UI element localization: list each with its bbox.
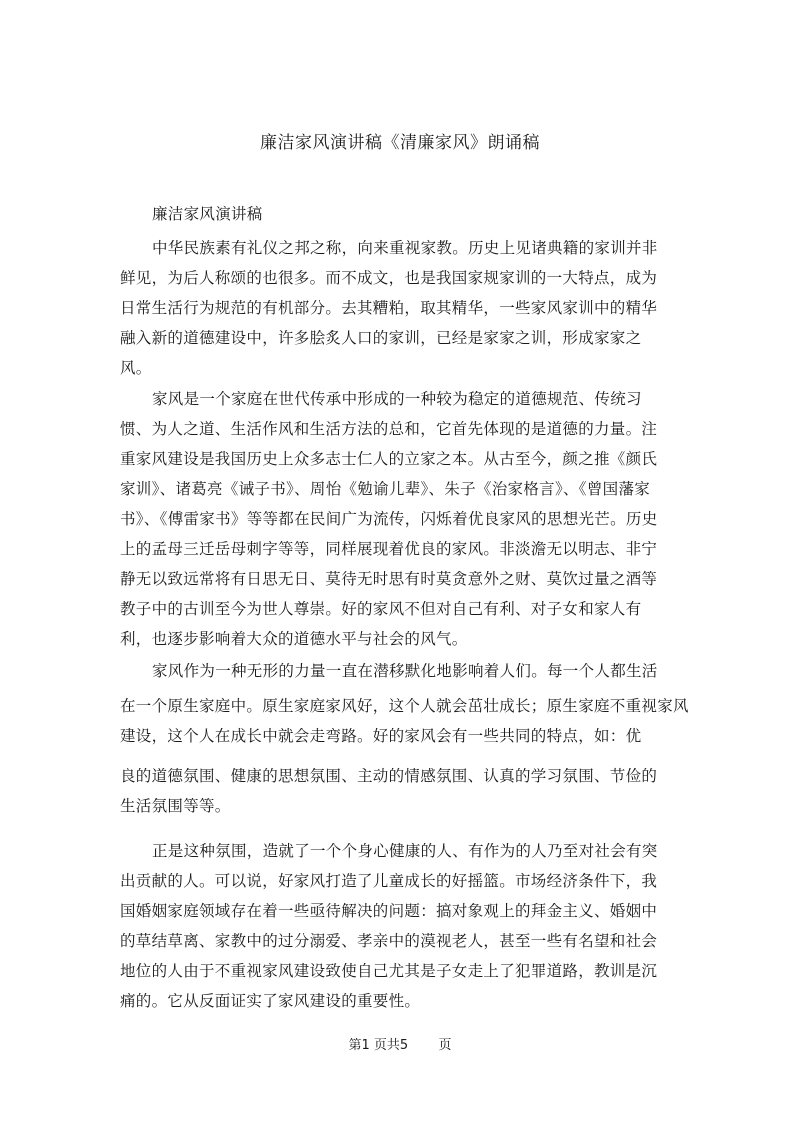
page-number-suffix: 页 [438, 1038, 452, 1053]
body-line: 上的孟母三迁岳母刺字等等，同样展现着优良的家风。非淡澹无以明志、非宁 [120, 540, 658, 558]
body-line: 建设，这个人在成长中就会走弯路。好的家风会有一些共同的特点，如：优 [120, 727, 642, 745]
body-line: 的草结草离、家教中的过分溺爱、孝亲中的漠视老人，甚至一些有名望和社会 [120, 932, 658, 950]
body-line: 重家风建设是我国历史上众多志士仁人的立家之本。从古至今，颜之推《颜氏 [120, 450, 658, 468]
body-line: 家风作为一种无形的力量一直在潜移默化地影响着人们。每一个人都生活 [152, 662, 658, 680]
body-line: 地位的人由于不重视家风建设致使自己尤其是子女走上了犯罪道路，教训是沉 [120, 962, 658, 980]
body-line: 痛的。它从反面证实了家风建设的重要性。 [120, 992, 421, 1010]
page-footer [0, 1034, 800, 1053]
body-line: 日常生活行为规范的有机部分。去其糟粕，取其精华，一些家风家训中的精华 [120, 299, 658, 317]
body-line: 正是这种氛围，造就了一个个身心健康的人、有作为的人乃至对社会有突 [152, 842, 658, 860]
body-line: 鲜见，为后人称颂的也很多。而不成文，也是我国家规家训的一大特点，成为 [120, 269, 658, 287]
body-line: 出贡献的人。可以说，好家风打造了儿童成长的好摇篮。市场经济条件下，我 [120, 872, 658, 890]
body-line: 家风是一个家庭在世代传承中形成的一种较为稳定的道德规范、传统习 [152, 390, 642, 408]
body-line: 生活氛围等等。 [120, 797, 231, 815]
body-line: 中华民族素有礼仪之邦之称，向来重视家教。历史上见诸典籍的家训并非 [152, 239, 658, 257]
body-line: 融入新的道德建设中，许多脍炙人口的家训，已经是家家之训，形成家家之 [120, 329, 642, 347]
body-line: 良的道德氛围、健康的思想氛围、主动的情感氛围、认真的学习氛围、节俭的 [120, 767, 658, 785]
body-line: 风。 [120, 359, 152, 377]
body-line: 国婚姻家庭领域存在着一些亟待解决的问题：搞对象观上的拜金主义、婚姻中 [120, 902, 658, 920]
body-line: 在一个原生家庭中。原生家庭家风好，这个人就会茁壮成长；原生家庭不重视家风 [120, 697, 689, 715]
body-line: 家训》、诸葛亮《诫子书》、周怡《勉谕儿辈》、朱子《治家格言》、《曾国藩家 [120, 480, 651, 498]
body-line: 教子中的古训至今为世人尊崇。好的家风不但对自己有利、对子女和家人有 [120, 600, 642, 618]
page-number-label: 第1 页共5 [348, 1038, 409, 1053]
body-line: 书》、《傅雷家书》等等都在民间广为流传，闪烁着优良家风的思想光芒。历史 [120, 510, 658, 528]
document-title: 廉洁家风演讲稿《清廉家风》朗诵稿 [260, 133, 540, 153]
body-line: 惯、为人之道、生活作风和生活方法的总和，它首先体现的是道德的力量。注 [120, 420, 658, 438]
document-subtitle: 廉洁家风演讲稿 [152, 205, 263, 223]
body-line: 利，也逐步影响着大众的道德水平与社会的风气。 [120, 630, 468, 648]
body-line: 静无以致远常将有日思无日、莫待无时思有时莫贪意外之财、莫饮过量之酒等 [120, 570, 658, 588]
